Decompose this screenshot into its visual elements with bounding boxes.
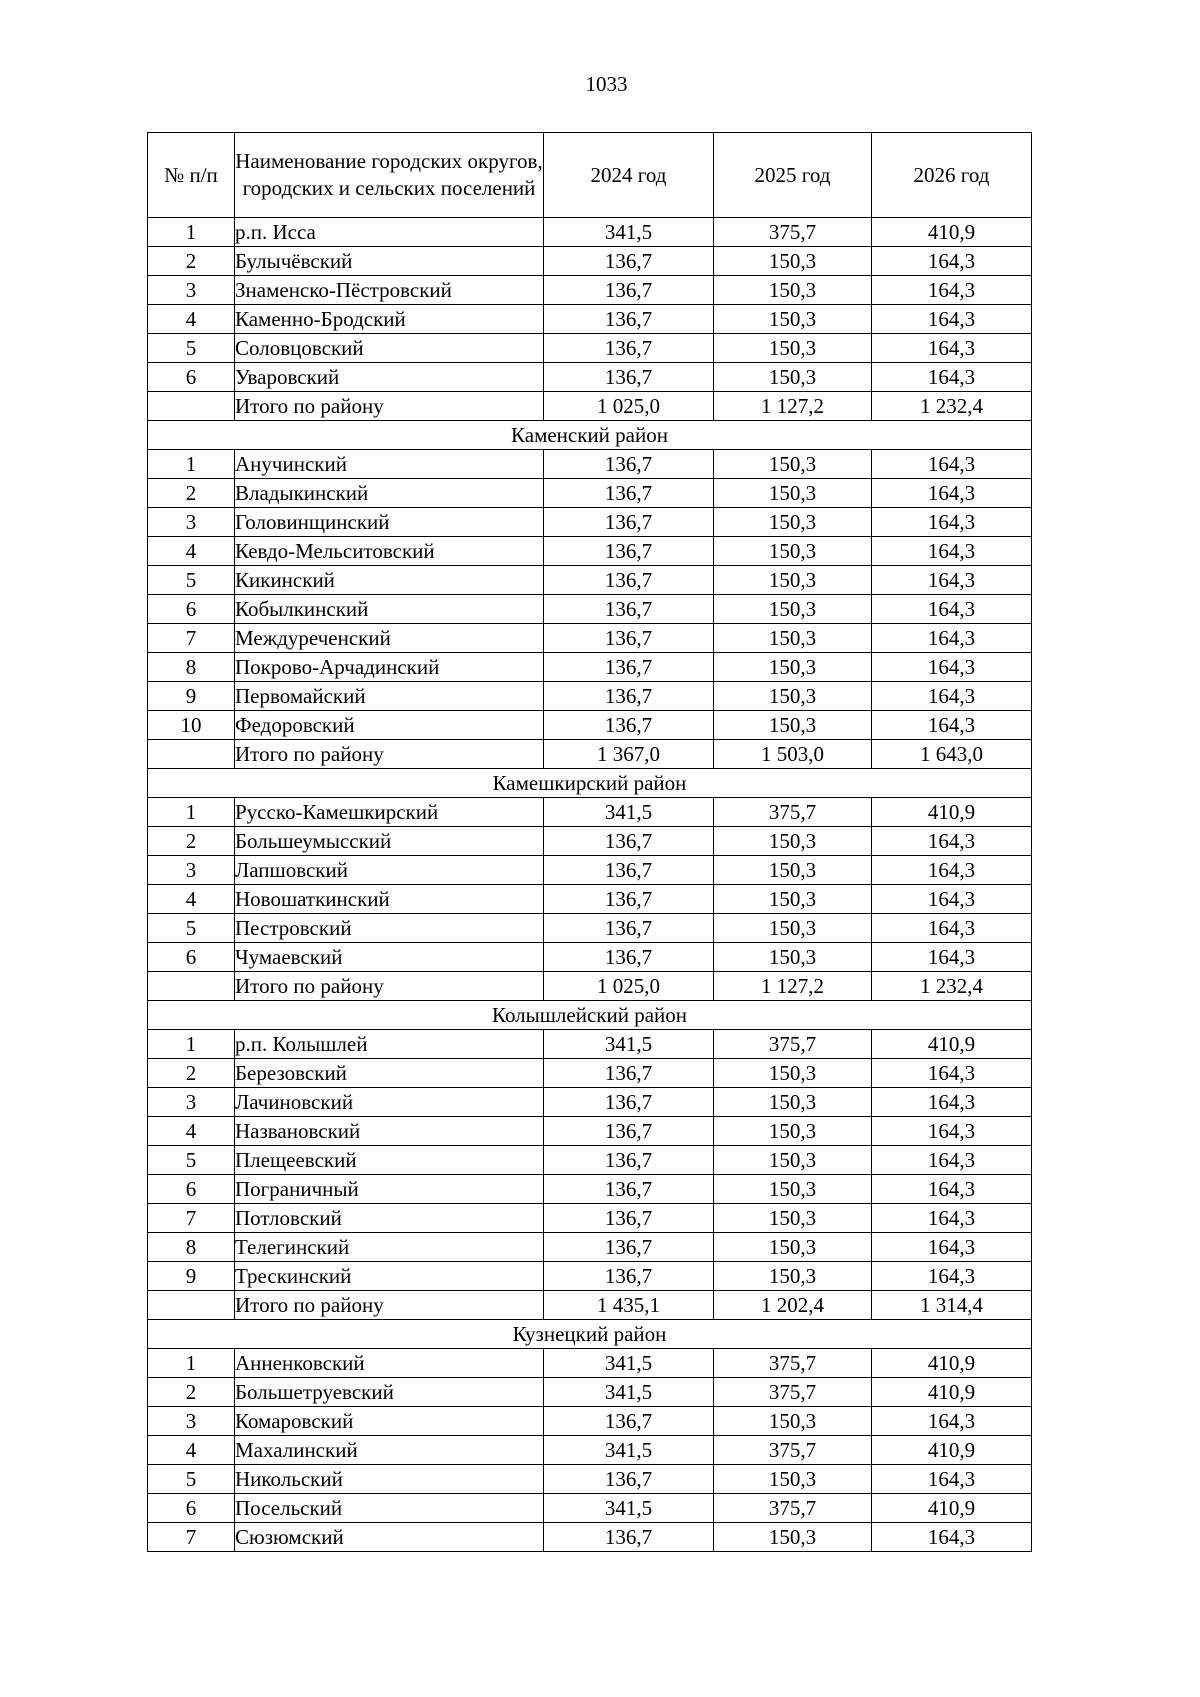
settlement-name-cell: Потловский <box>235 1204 544 1233</box>
settlement-name-cell: Русско-Камешкирский <box>235 798 544 827</box>
value-2025-cell: 375,7 <box>714 1494 872 1523</box>
table-row <box>148 276 1032 305</box>
value-2024-cell: 136,7 <box>544 1262 714 1291</box>
table-row <box>148 1204 1032 1233</box>
table-row <box>148 914 1032 943</box>
value-2026-cell: 164,3 <box>872 1117 1032 1146</box>
row-number-cell: 4 <box>148 305 235 334</box>
value-2024-cell: 136,7 <box>544 827 714 856</box>
value-2024-cell: 136,7 <box>544 276 714 305</box>
row-number-cell: 1 <box>148 1030 235 1059</box>
value-2024-cell: 136,7 <box>544 537 714 566</box>
value-2024-cell: 136,7 <box>544 479 714 508</box>
header-name: Наименование городских округов, городских и сельских поселений <box>235 133 544 218</box>
value-2024-cell: 136,7 <box>544 1233 714 1262</box>
value-2026-cell: 164,3 <box>872 682 1032 711</box>
row-number-cell: 3 <box>148 276 235 305</box>
value-2025-cell: 1 127,2 <box>714 392 872 421</box>
settlement-name-cell: Булычёвский <box>235 247 544 276</box>
value-2024-cell: 136,7 <box>544 1117 714 1146</box>
value-2026-cell: 1 314,4 <box>872 1291 1032 1320</box>
row-number-cell: 8 <box>148 1233 235 1262</box>
row-number-cell: 5 <box>148 914 235 943</box>
value-2026-cell: 164,3 <box>872 914 1032 943</box>
settlement-name-cell: Телегинский <box>235 1233 544 1262</box>
value-2026-cell: 164,3 <box>872 624 1032 653</box>
value-2025-cell: 150,3 <box>714 537 872 566</box>
value-2025-cell: 150,3 <box>714 1175 872 1204</box>
table-row <box>148 1146 1032 1175</box>
value-2025-cell: 150,3 <box>714 1465 872 1494</box>
table-row <box>148 1349 1032 1378</box>
total-label-cell: Итого по району <box>235 1291 544 1320</box>
value-2025-cell: 150,3 <box>714 1204 872 1233</box>
value-2024-cell: 136,7 <box>544 1204 714 1233</box>
value-2025-cell: 150,3 <box>714 247 872 276</box>
header-row <box>148 133 1032 218</box>
value-2024-cell: 136,7 <box>544 595 714 624</box>
value-2025-cell: 150,3 <box>714 624 872 653</box>
value-2025-cell: 150,3 <box>714 508 872 537</box>
value-2024-cell: 136,7 <box>544 682 714 711</box>
value-2024-cell: 136,7 <box>544 943 714 972</box>
header-num: № п/п <box>148 133 235 218</box>
row-number-cell: 8 <box>148 653 235 682</box>
value-2025-cell: 150,3 <box>714 1233 872 1262</box>
value-2026-cell: 164,3 <box>872 1059 1032 1088</box>
value-2024-cell: 341,5 <box>544 1030 714 1059</box>
row-number-cell <box>148 392 235 421</box>
settlement-name-cell: Федоровский <box>235 711 544 740</box>
total-row <box>148 972 1032 1001</box>
value-2025-cell: 375,7 <box>714 1030 872 1059</box>
row-number-cell: 4 <box>148 1117 235 1146</box>
value-2025-cell: 1 503,0 <box>714 740 872 769</box>
value-2026-cell: 164,3 <box>872 1407 1032 1436</box>
settlement-name-cell: Названовский <box>235 1117 544 1146</box>
section-title: Камешкирский район <box>148 769 1032 798</box>
value-2026-cell: 164,3 <box>872 711 1032 740</box>
total-label-cell: Итого по району <box>235 740 544 769</box>
value-2026-cell: 164,3 <box>872 508 1032 537</box>
value-2025-cell: 1 127,2 <box>714 972 872 1001</box>
value-2026-cell: 164,3 <box>872 566 1032 595</box>
settlement-name-cell: Кикинский <box>235 566 544 595</box>
value-2025-cell: 150,3 <box>714 276 872 305</box>
row-number-cell: 6 <box>148 595 235 624</box>
row-number-cell: 6 <box>148 1494 235 1523</box>
value-2026-cell: 410,9 <box>872 1349 1032 1378</box>
table-row <box>148 1262 1032 1291</box>
settlement-name-cell: Кевдо-Мельситовский <box>235 537 544 566</box>
value-2025-cell: 150,3 <box>714 450 872 479</box>
value-2026-cell: 410,9 <box>872 218 1032 247</box>
row-number-cell: 2 <box>148 827 235 856</box>
row-number-cell: 2 <box>148 247 235 276</box>
table-row <box>148 218 1032 247</box>
row-number-cell: 1 <box>148 218 235 247</box>
row-number-cell: 7 <box>148 1523 235 1552</box>
table-row <box>148 334 1032 363</box>
header-2024: 2024 год <box>544 133 714 218</box>
value-2026-cell: 164,3 <box>872 1262 1032 1291</box>
value-2024-cell: 136,7 <box>544 363 714 392</box>
row-number-cell: 3 <box>148 1407 235 1436</box>
row-number-cell: 5 <box>148 1146 235 1175</box>
table-row <box>148 305 1032 334</box>
table-row <box>148 856 1032 885</box>
row-number-cell: 5 <box>148 1465 235 1494</box>
section-header-row <box>148 769 1032 798</box>
value-2024-cell: 341,5 <box>544 1436 714 1465</box>
value-2024-cell: 136,7 <box>544 1088 714 1117</box>
table-body <box>148 218 1032 1552</box>
row-number-cell: 9 <box>148 1262 235 1291</box>
value-2025-cell: 150,3 <box>714 1088 872 1117</box>
value-2026-cell: 164,3 <box>872 1523 1032 1552</box>
value-2025-cell: 150,3 <box>714 827 872 856</box>
value-2024-cell: 136,7 <box>544 1146 714 1175</box>
settlement-name-cell: Пограничный <box>235 1175 544 1204</box>
settlement-name-cell: Каменно-Бродский <box>235 305 544 334</box>
value-2025-cell: 150,3 <box>714 479 872 508</box>
settlement-name-cell: Междуреченский <box>235 624 544 653</box>
section-header-row <box>148 421 1032 450</box>
table-row <box>148 537 1032 566</box>
row-number-cell: 9 <box>148 682 235 711</box>
value-2024-cell: 136,7 <box>544 508 714 537</box>
settlement-name-cell: Посельский <box>235 1494 544 1523</box>
value-2024-cell: 136,7 <box>544 711 714 740</box>
settlement-name-cell: Новошаткинский <box>235 885 544 914</box>
table-row <box>148 1523 1032 1552</box>
row-number-cell: 7 <box>148 624 235 653</box>
value-2026-cell: 164,3 <box>872 827 1032 856</box>
value-2025-cell: 375,7 <box>714 1378 872 1407</box>
table-row <box>148 450 1032 479</box>
row-number-cell: 4 <box>148 885 235 914</box>
value-2026-cell: 164,3 <box>872 479 1032 508</box>
value-2025-cell: 375,7 <box>714 798 872 827</box>
value-2024-cell: 1 367,0 <box>544 740 714 769</box>
row-number-cell: 3 <box>148 508 235 537</box>
settlement-name-cell: Соловцовский <box>235 334 544 363</box>
budget-table <box>147 132 1032 1552</box>
value-2024-cell: 136,7 <box>544 624 714 653</box>
value-2024-cell: 1 435,1 <box>544 1291 714 1320</box>
value-2026-cell: 410,9 <box>872 1436 1032 1465</box>
table-row <box>148 247 1032 276</box>
table-header <box>148 133 1032 218</box>
settlement-name-cell: Владыкинский <box>235 479 544 508</box>
table-row <box>148 595 1032 624</box>
table-row <box>148 566 1032 595</box>
value-2025-cell: 150,3 <box>714 1146 872 1175</box>
table-row <box>148 827 1032 856</box>
settlement-name-cell: Плещеевский <box>235 1146 544 1175</box>
value-2026-cell: 164,3 <box>872 856 1032 885</box>
table-row <box>148 1494 1032 1523</box>
value-2025-cell: 150,3 <box>714 653 872 682</box>
value-2024-cell: 136,7 <box>544 1407 714 1436</box>
row-number-cell: 3 <box>148 856 235 885</box>
value-2026-cell: 164,3 <box>872 1465 1032 1494</box>
value-2024-cell: 136,7 <box>544 1175 714 1204</box>
settlement-name-cell: Пестровский <box>235 914 544 943</box>
value-2026-cell: 164,3 <box>872 1204 1032 1233</box>
value-2024-cell: 341,5 <box>544 1378 714 1407</box>
settlement-name-cell: Березовский <box>235 1059 544 1088</box>
value-2024-cell: 136,7 <box>544 1059 714 1088</box>
value-2024-cell: 1 025,0 <box>544 972 714 1001</box>
section-title: Кузнецкий район <box>148 1320 1032 1349</box>
section-header-row <box>148 1001 1032 1030</box>
row-number-cell: 10 <box>148 711 235 740</box>
settlement-name-cell: р.п. Исса <box>235 218 544 247</box>
value-2025-cell: 1 202,4 <box>714 1291 872 1320</box>
table-row <box>148 1030 1032 1059</box>
value-2025-cell: 150,3 <box>714 856 872 885</box>
value-2026-cell: 164,3 <box>872 1233 1032 1262</box>
table-row <box>148 682 1032 711</box>
value-2024-cell: 341,5 <box>544 1349 714 1378</box>
settlement-name-cell: Большетруевский <box>235 1378 544 1407</box>
total-label-cell: Итого по району <box>235 972 544 1001</box>
value-2026-cell: 410,9 <box>872 1378 1032 1407</box>
settlement-name-cell: Головинщинский <box>235 508 544 537</box>
row-number-cell <box>148 1291 235 1320</box>
value-2024-cell: 341,5 <box>544 1494 714 1523</box>
value-2026-cell: 164,3 <box>872 334 1032 363</box>
value-2026-cell: 410,9 <box>872 798 1032 827</box>
row-number-cell: 1 <box>148 798 235 827</box>
table-row <box>148 1378 1032 1407</box>
value-2025-cell: 375,7 <box>714 1436 872 1465</box>
table-row <box>148 1407 1032 1436</box>
settlement-name-cell: Большеумысский <box>235 827 544 856</box>
page-number: 1033 <box>585 72 628 96</box>
row-number-cell: 6 <box>148 1175 235 1204</box>
value-2026-cell: 164,3 <box>872 595 1032 624</box>
value-2026-cell: 164,3 <box>872 450 1032 479</box>
settlement-name-cell: Анненковский <box>235 1349 544 1378</box>
settlement-name-cell: Первомайский <box>235 682 544 711</box>
table-row <box>148 1059 1032 1088</box>
table-row <box>148 1465 1032 1494</box>
value-2026-cell: 164,3 <box>872 885 1032 914</box>
header-2026: 2026 год <box>872 133 1032 218</box>
row-number-cell: 5 <box>148 334 235 363</box>
value-2024-cell: 136,7 <box>544 856 714 885</box>
row-number-cell: 6 <box>148 363 235 392</box>
value-2025-cell: 375,7 <box>714 218 872 247</box>
row-number-cell <box>148 972 235 1001</box>
value-2024-cell: 136,7 <box>544 450 714 479</box>
value-2025-cell: 150,3 <box>714 363 872 392</box>
row-number-cell: 2 <box>148 1378 235 1407</box>
total-row <box>148 740 1032 769</box>
header-2025: 2025 год <box>714 133 872 218</box>
settlement-name-cell: Махалинский <box>235 1436 544 1465</box>
value-2024-cell: 136,7 <box>544 885 714 914</box>
table-row <box>148 1233 1032 1262</box>
value-2026-cell: 164,3 <box>872 1175 1032 1204</box>
row-number-cell: 2 <box>148 1059 235 1088</box>
row-number-cell <box>148 740 235 769</box>
settlement-name-cell: р.п. Колышлей <box>235 1030 544 1059</box>
settlement-name-cell: Сюзюмский <box>235 1523 544 1552</box>
value-2025-cell: 150,3 <box>714 914 872 943</box>
settlement-name-cell: Анучинский <box>235 450 544 479</box>
settlement-name-cell: Трескинский <box>235 1262 544 1291</box>
value-2026-cell: 164,3 <box>872 1146 1032 1175</box>
row-number-cell: 1 <box>148 450 235 479</box>
total-row <box>148 392 1032 421</box>
section-title: Колышлейский район <box>148 1001 1032 1030</box>
value-2026-cell: 164,3 <box>872 537 1032 566</box>
value-2025-cell: 150,3 <box>714 885 872 914</box>
settlement-name-cell: Лачиновский <box>235 1088 544 1117</box>
table-row <box>148 363 1032 392</box>
settlement-name-cell: Кобылкинский <box>235 595 544 624</box>
value-2025-cell: 150,3 <box>714 711 872 740</box>
table-row <box>148 624 1032 653</box>
value-2025-cell: 375,7 <box>714 1349 872 1378</box>
table-row <box>148 1436 1032 1465</box>
value-2024-cell: 136,7 <box>544 914 714 943</box>
value-2025-cell: 150,3 <box>714 595 872 624</box>
table-row <box>148 711 1032 740</box>
value-2025-cell: 150,3 <box>714 1407 872 1436</box>
value-2026-cell: 410,9 <box>872 1494 1032 1523</box>
section-title: Каменский район <box>148 421 1032 450</box>
value-2025-cell: 150,3 <box>714 1059 872 1088</box>
table-row <box>148 943 1032 972</box>
value-2024-cell: 341,5 <box>544 798 714 827</box>
value-2025-cell: 150,3 <box>714 1262 872 1291</box>
value-2026-cell: 164,3 <box>872 247 1032 276</box>
value-2024-cell: 136,7 <box>544 247 714 276</box>
total-label-cell: Итого по району <box>235 392 544 421</box>
value-2025-cell: 150,3 <box>714 334 872 363</box>
settlement-name-cell: Уваровский <box>235 363 544 392</box>
value-2026-cell: 1 232,4 <box>872 392 1032 421</box>
table-row <box>148 1117 1032 1146</box>
settlement-name-cell: Лапшовский <box>235 856 544 885</box>
value-2026-cell: 164,3 <box>872 943 1032 972</box>
value-2024-cell: 136,7 <box>544 1465 714 1494</box>
value-2025-cell: 150,3 <box>714 943 872 972</box>
settlement-name-cell: Комаровский <box>235 1407 544 1436</box>
table-row <box>148 1175 1032 1204</box>
value-2025-cell: 150,3 <box>714 566 872 595</box>
value-2025-cell: 150,3 <box>714 1117 872 1146</box>
value-2025-cell: 150,3 <box>714 305 872 334</box>
value-2024-cell: 341,5 <box>544 218 714 247</box>
table-row <box>148 653 1032 682</box>
value-2026-cell: 410,9 <box>872 1030 1032 1059</box>
table-row <box>148 1088 1032 1117</box>
value-2026-cell: 164,3 <box>872 363 1032 392</box>
row-number-cell: 6 <box>148 943 235 972</box>
value-2024-cell: 136,7 <box>544 334 714 363</box>
value-2026-cell: 1 232,4 <box>872 972 1032 1001</box>
value-2025-cell: 150,3 <box>714 682 872 711</box>
row-number-cell: 4 <box>148 1436 235 1465</box>
value-2026-cell: 164,3 <box>872 276 1032 305</box>
table-row <box>148 885 1032 914</box>
value-2026-cell: 164,3 <box>872 305 1032 334</box>
row-number-cell: 4 <box>148 537 235 566</box>
row-number-cell: 2 <box>148 479 235 508</box>
value-2024-cell: 136,7 <box>544 566 714 595</box>
table-row <box>148 798 1032 827</box>
row-number-cell: 3 <box>148 1088 235 1117</box>
settlement-name-cell: Никольский <box>235 1465 544 1494</box>
table-row <box>148 508 1032 537</box>
row-number-cell: 7 <box>148 1204 235 1233</box>
settlement-name-cell: Знаменско-Пёстровский <box>235 276 544 305</box>
total-row <box>148 1291 1032 1320</box>
value-2025-cell: 150,3 <box>714 1523 872 1552</box>
value-2026-cell: 1 643,0 <box>872 740 1032 769</box>
value-2026-cell: 164,3 <box>872 653 1032 682</box>
section-header-row <box>148 1320 1032 1349</box>
value-2026-cell: 164,3 <box>872 1088 1032 1117</box>
value-2024-cell: 1 025,0 <box>544 392 714 421</box>
settlement-name-cell: Чумаевский <box>235 943 544 972</box>
row-number-cell: 5 <box>148 566 235 595</box>
row-number-cell: 1 <box>148 1349 235 1378</box>
value-2024-cell: 136,7 <box>544 1523 714 1552</box>
table-row <box>148 479 1032 508</box>
value-2024-cell: 136,7 <box>544 305 714 334</box>
value-2024-cell: 136,7 <box>544 653 714 682</box>
settlement-name-cell: Покрово-Арчадинский <box>235 653 544 682</box>
